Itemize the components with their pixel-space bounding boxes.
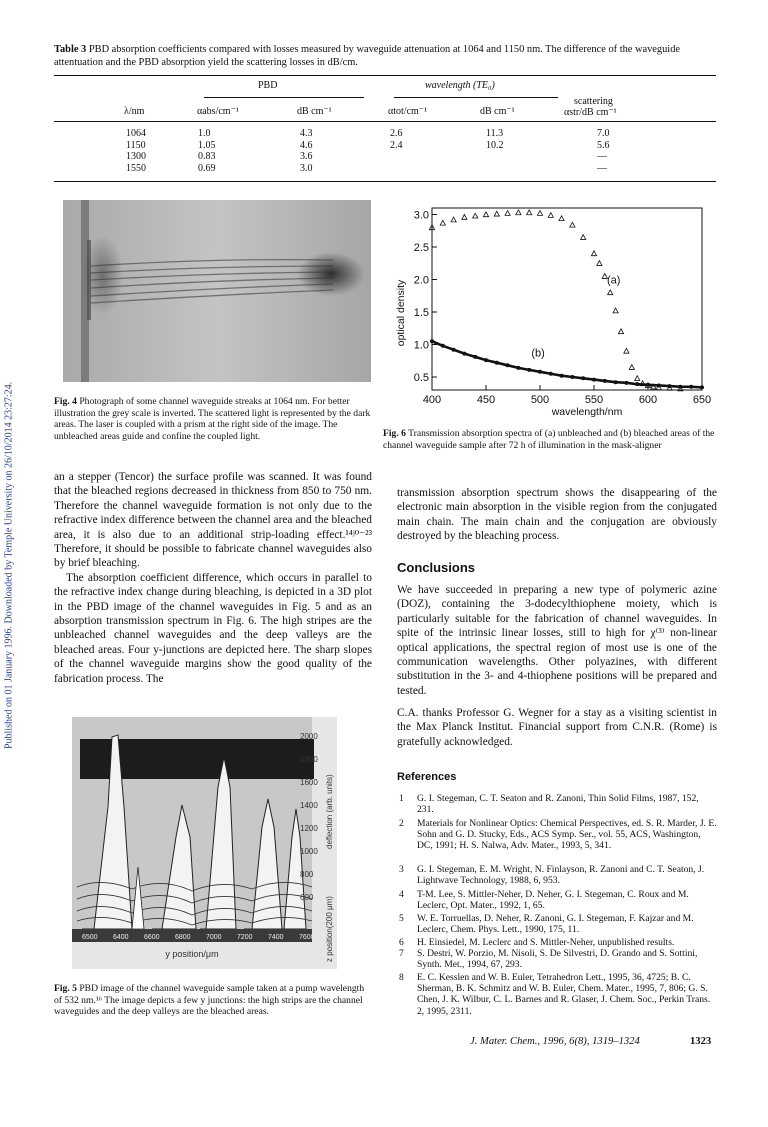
table3-cell-lambda: 1064 <box>126 128 146 139</box>
fig5-xlabel: y position/μm <box>165 949 219 959</box>
table3-col-wg-db: dB cm⁻¹ <box>480 106 515 117</box>
fig6-series-a-point <box>505 211 510 216</box>
fig6-series-a-point <box>570 222 575 227</box>
table3-col-wg-tot: αtot/cm⁻¹ <box>388 106 428 117</box>
reference-text: T-M. Lee, S. Mittler-Neher, D. Neher, G. I. Stegeman, C. Roux and M. Leclerc, Opt. Mater., 1992, 1, 65. <box>417 889 689 912</box>
fig5-x-tick: 7400 <box>268 934 284 941</box>
fig6-x-axis-label: wavelength/nm <box>551 406 623 418</box>
table3-cell-scatter: — <box>597 162 607 174</box>
reference-number: 2 <box>399 818 404 829</box>
conclusions-paragraph: We have succeeded in preparing a new type of polymeric azine (DOZ), containing the 3-dodecylthiophene moiety, which is particularly suitable for the fabrication of channel waveguides. In spite of the intrinsic linear losses, still to high for χ⁽³⁾ non-linear optical applications, the spectral region of most use is one of the communication wavelengths. Other polyazines, with different substitution in the 3- and 4-thiophene positions will be prepared and tested. <box>397 584 717 697</box>
table3-cell-wg-db: 10.2 <box>486 139 504 151</box>
table3-cell-scatter: 5.6 <box>597 139 610 151</box>
fig5-scale-tick: 1000 <box>300 847 318 856</box>
fig6-plot-frame <box>432 208 702 390</box>
fig5-scale-tick: 2000 <box>300 732 318 741</box>
table3-col-scatter-1: scattering <box>574 96 613 107</box>
fig6-x-tick-label: 450 <box>476 394 496 406</box>
fig5-scale-tick: 600 <box>300 893 314 902</box>
table3-cell-pbd-abs: 1.0 <box>198 128 211 139</box>
table3-cell-pbd-db: 3.0 <box>300 162 313 174</box>
table3-col-pbd-abs: αabs/cm⁻¹ <box>197 106 239 117</box>
fig6-series-a-point <box>629 365 634 370</box>
table3-pbd-rule <box>204 97 364 98</box>
fig6-series-a-point <box>516 210 521 215</box>
table3-cell-lambda: 1300 <box>126 151 146 162</box>
table3-col-scatter-2: αstr/dB cm⁻¹ <box>564 107 617 118</box>
fig6-series-a-point <box>473 213 478 218</box>
fig6-x-tick-label: 400 <box>422 394 442 406</box>
table3-cell-wg-tot: 2.4 <box>390 139 403 151</box>
fig6-series-a-point <box>537 211 542 216</box>
fig4-caption-text: Photograph of some channel waveguide streaks at 1064 nm. For better illustration the grey scale is inverted. The scattered light is represented by the dark areas. The laser is coupled with a prism at the right side of the image. The unbleached areas guide and confine the coupled light. <box>54 396 371 442</box>
fig5-zlabel: z position(200 μm) <box>325 896 334 962</box>
reference-text: Materials for Nonlinear Optics: Chemical Perspectives, ed. S. R. Marder, J. E. Sohn and G. D. Stucky, Eds., ACS Symp. Ser., vol. 55, ACS, Washington, DC, 1991; H. S. Nalwa, Adv. Mater., 1993, 5, 341. <box>417 818 717 852</box>
fig6-series-a-point <box>527 210 532 215</box>
table3-caption-text: PBD absorption coefficients compared with losses measured by waveguide attenuation at 1064 and 1150 nm. The difference of the waveguide attentuation and the PBD absorption yield the scattering losses in dB/cm. <box>54 44 680 68</box>
reference-text: W. E. Torruellas, D. Neher, R. Zanoni, G. I. Stegeman, F. Kajzar and M. Leclerc, Chem. Phys. Lett., 1990, 175, 11. <box>417 913 694 936</box>
fig5-x-tick: 7600 <box>299 934 315 941</box>
reference-number: 7 <box>399 948 404 959</box>
fig6-y-tick-label: 1.5 <box>413 307 429 319</box>
reference-number: 6 <box>399 937 404 948</box>
left-paragraph-1: an a stepper (Tencor) the surface profile was scanned. It was found that the bleached regions decreased in thickness from 850 to 750 nm. Therefore the channel waveguide formation is not only due to the refractive index difference between the channel area and the bleached area, it is also due to an additional strip-loading effect.¹⁴ʲ⁰⁻²³ Therefore, it should be possible to fabricate channel waveguides also by brief bleaching. <box>54 471 372 570</box>
table3-col-lambda: λ/nm <box>124 106 145 117</box>
table3-cell-pbd-abs: 0.69 <box>198 162 216 174</box>
acknowledgement-paragraph: C.A. thanks Professor G. Wegner for a stay as a visiting scientist in the Max Planck Institut. Financial support from C.N.R. (Rome) is gratefully acknowledged. <box>397 707 717 748</box>
table3-cell-scatter: — <box>597 151 607 162</box>
fig6-series-a-point <box>613 308 618 313</box>
fig6-x-tick-label: 600 <box>638 394 658 406</box>
reference-number: 1 <box>399 793 404 804</box>
table3-caption <box>54 44 716 69</box>
table3-group-pbd: PBD <box>258 80 278 91</box>
reference-number: 4 <box>399 889 404 900</box>
fig5-x-tick: 6800 <box>175 934 191 941</box>
fig6-y-tick-label: 2.0 <box>413 274 429 287</box>
fig6-chart <box>380 200 720 425</box>
fig4-photograph <box>63 200 371 382</box>
table3-cell-pbd-abs: 0.83 <box>198 151 216 162</box>
fig6-x-tick-label: 650 <box>692 394 712 406</box>
fig6-series-a-point <box>559 216 564 221</box>
fig6-series-a-point <box>483 212 488 217</box>
fig5-scale-tick: 1400 <box>300 801 318 810</box>
reference-number: 8 <box>399 972 404 983</box>
footer-page-number: 1323 <box>690 1036 712 1047</box>
fig6-series-a-point <box>618 329 623 334</box>
fig4-label: Fig. 4 <box>54 396 77 407</box>
table3-label: Table 3 <box>54 44 87 55</box>
reference-text: S. Destri, W. Porzio, M. Nisoli, S. De Silvestri, D. Grando and S. Sottini, Synth. Met., 1994, 67, 293. <box>417 948 698 971</box>
fig6-series-a-point <box>635 376 640 381</box>
table3-cell-lambda: 1150 <box>126 139 146 151</box>
table3-cell-pbd-db: 4.3 <box>300 128 313 139</box>
table3-cell-wg-db: 11.3 <box>486 128 504 139</box>
reference-number: 3 <box>399 864 404 875</box>
fig6-series-b-line <box>432 341 702 387</box>
fig6-y-tick-label: 0.5 <box>413 372 429 384</box>
fig6-y-tick-label: 3.0 <box>413 209 429 222</box>
fig6-y-axis-label: optical density <box>395 279 407 347</box>
references-heading: References <box>397 771 457 783</box>
footer-journal: J. Mater. Chem., 1996, 6(8), 1319–1324 <box>470 1036 640 1047</box>
table3-cell-lambda: 1550 <box>126 162 146 174</box>
fig5-x-tick: 7200 <box>237 934 253 941</box>
fig5-caption-text: PBD image of the channel waveguide sample taken at a pump wavelength of 532 nm.¹⁶ The image depicts a few y junctions: the high strips are the channel waveguides and the deep valleys are the bleached areas. <box>54 983 365 1018</box>
fig6-annotation-a: (a) <box>606 274 621 287</box>
fig5-x-tick: 6600 <box>144 934 160 941</box>
reference-number: 5 <box>399 913 404 924</box>
fig4-caption <box>54 396 374 442</box>
fig6-caption-text: Transmission absorption spectra of (a) unbleached and (b) bleached areas of the channel waveguide sample after 72 h of illumination in the mask-aligner <box>383 428 715 451</box>
fig6-series-a-point <box>581 235 586 240</box>
fig6-series-a-point <box>591 251 596 256</box>
fig6-caption <box>383 428 717 451</box>
table3-top-rule <box>54 75 716 76</box>
right-paragraph-1: transmission absorption spectrum shows the disappearing of the electronic main absorption in the visible region from the conjugated main chain. The main chain and the conjugation are obviously destroyed by the bleaching process. <box>397 487 717 543</box>
fig6-x-tick-label: 500 <box>530 394 550 406</box>
fig6-series-a-point <box>597 261 602 266</box>
table3-cell-wg-tot: 2.6 <box>390 128 403 139</box>
fig5-pbd-plot <box>72 717 337 969</box>
table3-wg-rule <box>394 97 558 98</box>
fig6-annotation-b: (b) <box>531 347 545 360</box>
conclusions-heading: Conclusions <box>397 560 476 575</box>
table3-bottom-rule <box>54 181 716 182</box>
fig6-x-tick-label: 550 <box>584 394 604 406</box>
fig6-series-a-point <box>462 215 467 220</box>
fig5-label: Fig. 5 <box>54 983 77 994</box>
fig6-svg <box>380 200 720 425</box>
table3-cell-pbd-abs: 1.05 <box>198 139 216 151</box>
table3-cell-pbd-db: 4.6 <box>300 139 313 151</box>
fig5-scale-tick: 1600 <box>300 778 318 787</box>
reference-text: H. Einsiedel, M. Leclerc and S. Mittler-Neher, unpublished results. <box>417 937 675 948</box>
fig6-y-tick-label: 1.0 <box>413 339 429 352</box>
fig6-y-tick-label: 2.5 <box>413 242 429 254</box>
fig4-streaks-image <box>63 200 371 382</box>
fig5-svg <box>72 717 337 969</box>
left-paragraph-2: The absorption coefficient difference, which occurs in parallel to the refractive index change during bleaching, is depicted in a 3D plot in the PBD image of the channel waveguides in Fig. 5 and as an absorption transmission spectrum in Fig. 6. The high stripes are the unbleached channel waveguides and the deep valleys are the bleached areas. Four y-junctions are depicted here. The sharp slopes of the channel waveguide margins show the good quality of the fabrication process. The <box>54 571 372 685</box>
fig5-scale-tick: 1800 <box>300 755 318 764</box>
download-note: Published on 01 January 1996. Downloaded by Temple University on 26/10/2014 23:27:24. <box>3 381 15 749</box>
fig6-label: Fig. 6 <box>383 428 406 439</box>
fig5-scale-tick: 800 <box>300 870 314 879</box>
fig5-x-tick: 6500 <box>82 934 98 941</box>
table3-header-rule <box>54 121 716 122</box>
left-body-text <box>54 470 372 686</box>
table3-cell-pbd-db: 3.6 <box>300 151 313 162</box>
fig5-x-tick: 6400 <box>113 934 129 941</box>
fig6-series-a-point <box>608 290 613 295</box>
reference-text: G. I. Stegeman, C. T. Seaton and R. Zanoni, Thin Solid Films, 1987, 152, 231. <box>417 793 699 816</box>
fig6-series-a-point <box>548 213 553 218</box>
fig5-deflection-label: deflection (arb. units) <box>325 774 334 849</box>
fig6-series-a-point <box>494 211 499 216</box>
fig5-caption <box>54 983 374 1018</box>
fig6-series-a-point <box>624 348 629 353</box>
table3-col-pbd-db: dB cm⁻¹ <box>297 106 332 117</box>
reference-text: G. I. Stegeman, E. M. Wright, N. Finlayson, R. Zanoni and C. T. Seaton, J. Lightwave Technology, 1988, 6, 953. <box>417 864 705 887</box>
fig6-series-a-point <box>440 220 445 225</box>
fig5-x-tick: 7000 <box>206 934 222 941</box>
table3-cell-scatter: 7.0 <box>597 128 610 139</box>
fig5-scale-tick: 1200 <box>300 824 318 833</box>
reference-text: E. C. Kesslen and W. B. Euler, Tetrahedron Lett., 1995, 36, 4725; B. C. Sherman, B. K. Schmitz and W. B. Euler, Chem. Mater., 1995, 7, 806; G. S. Chen, J. K. Wilbur, C. L. Barnes and R. Glaser, J. Chem. Soc., Perkin Trans. 2, 1995, 2311. <box>417 972 711 1017</box>
fig6-series-a-point <box>451 217 456 222</box>
table3-group-wg: wavelength (TE₀) <box>425 80 495 91</box>
